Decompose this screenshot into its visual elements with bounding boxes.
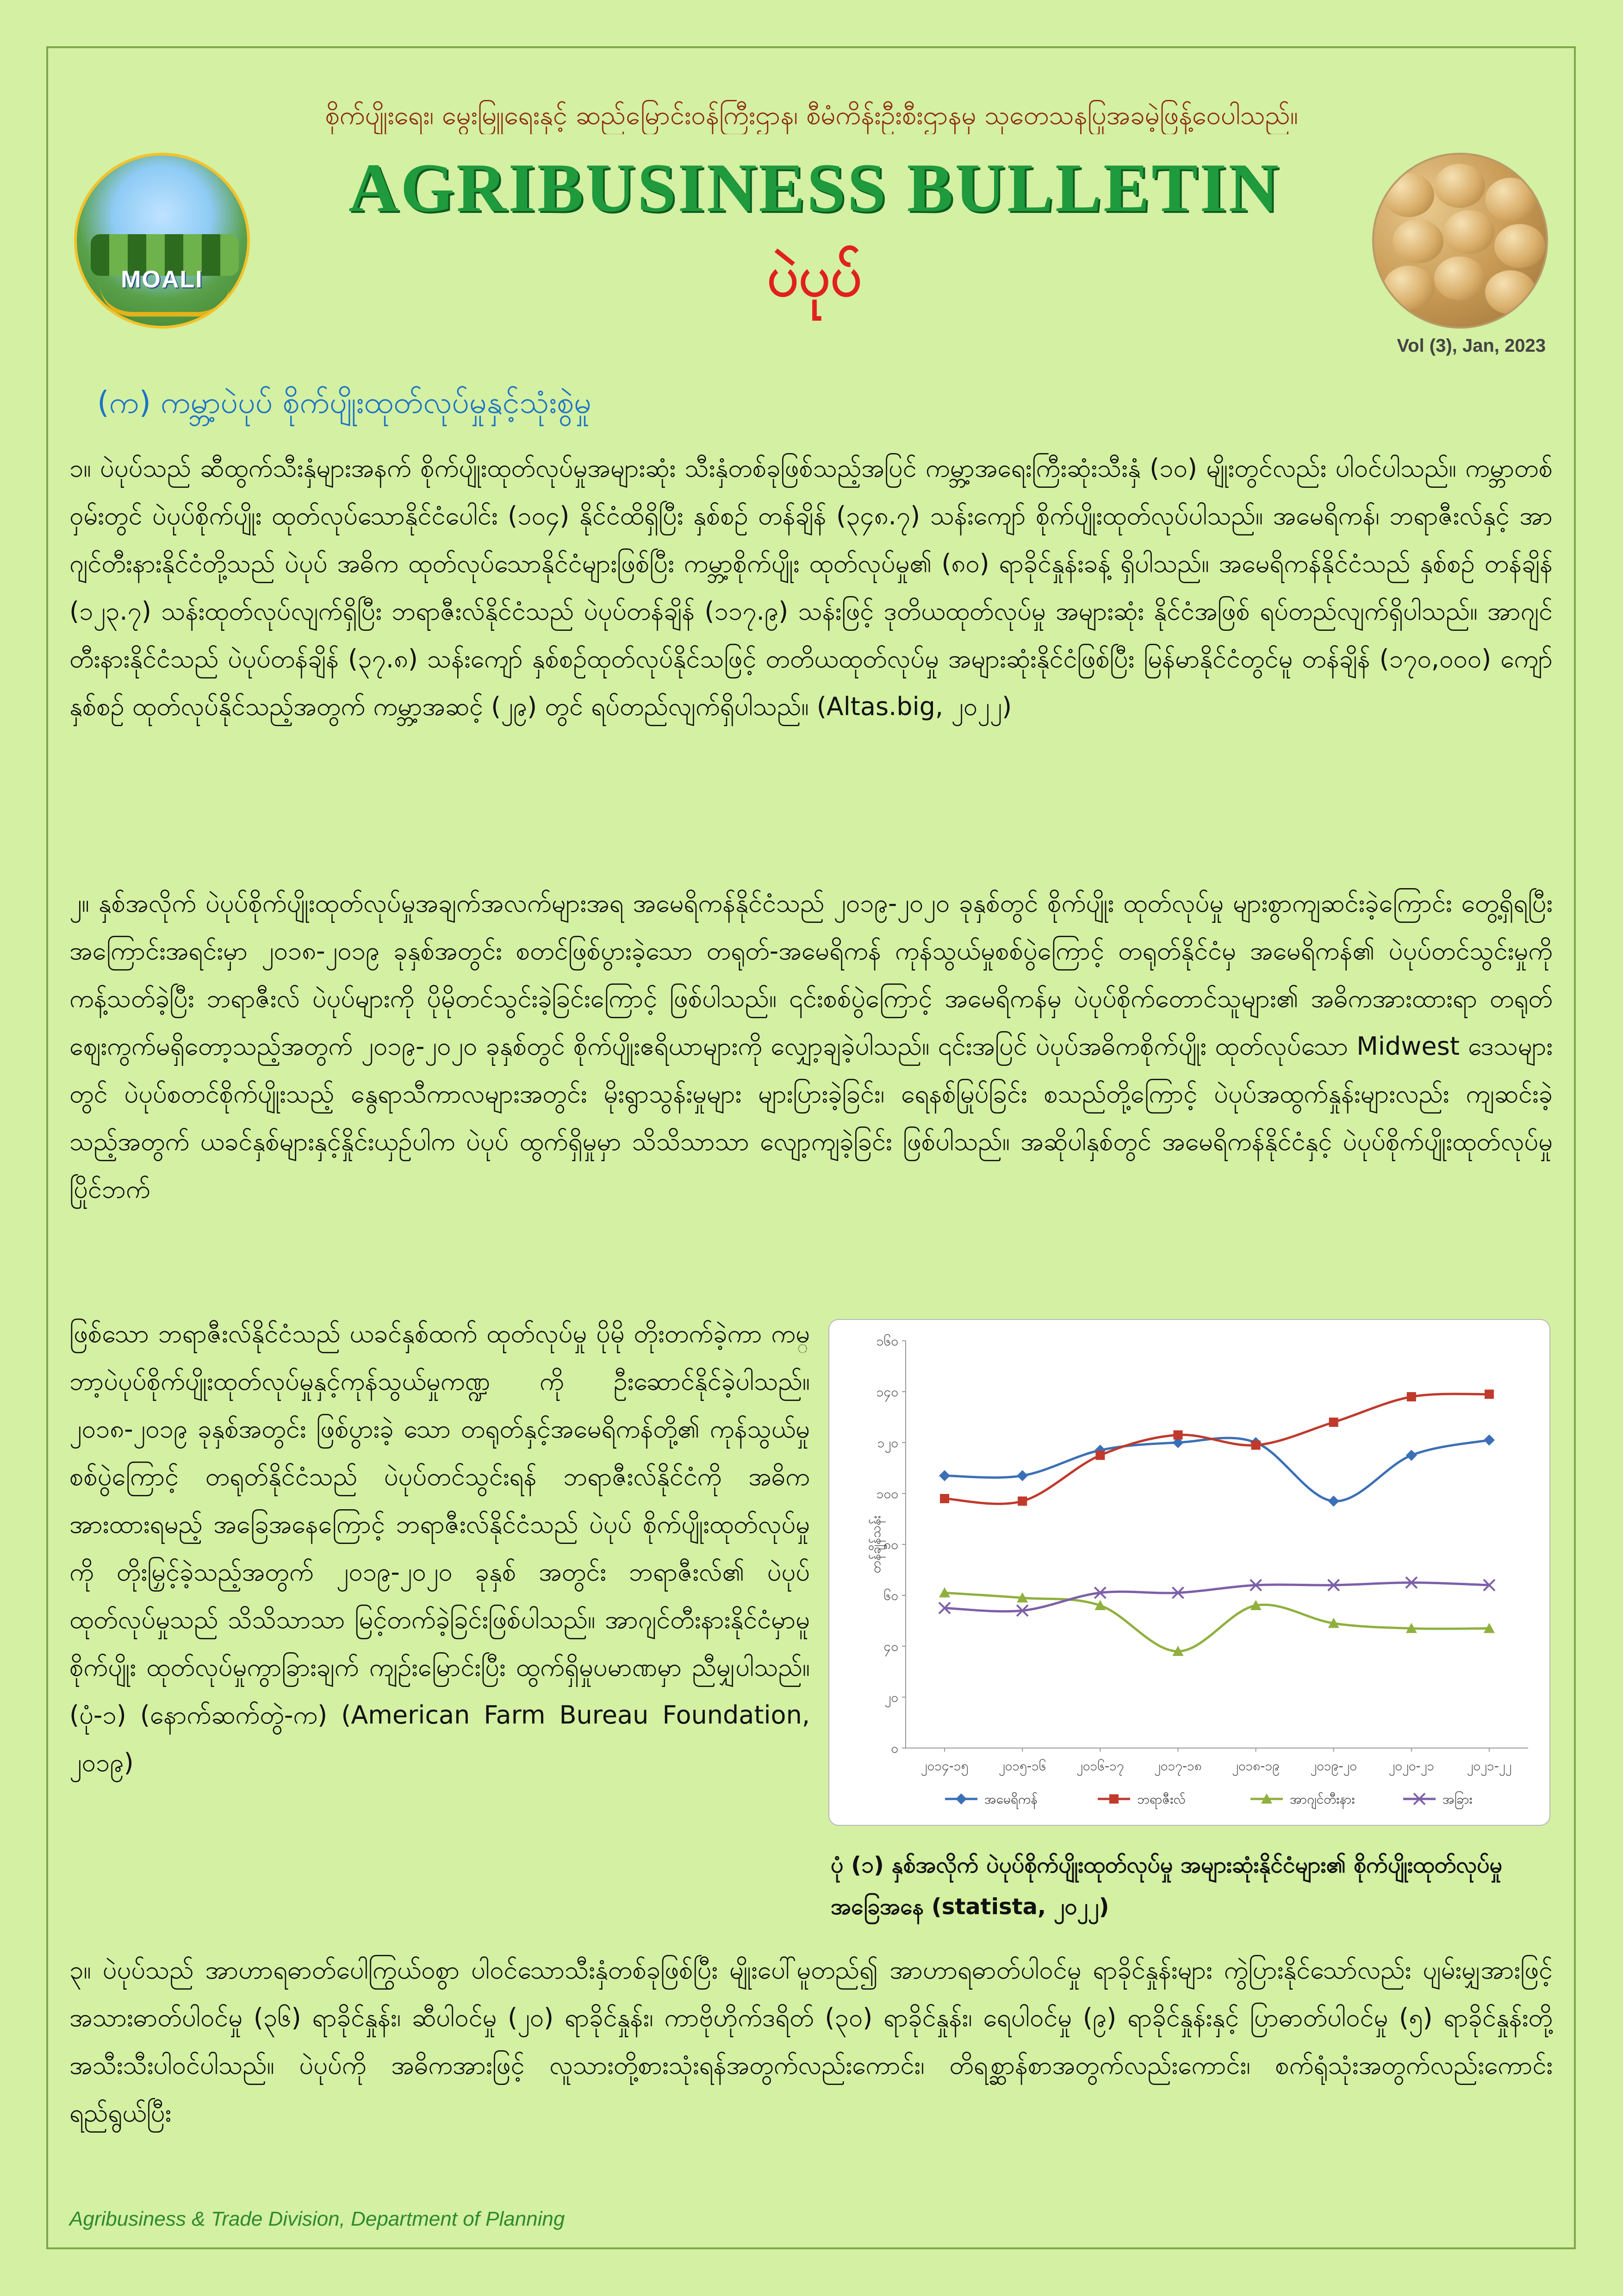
- paragraph-3: ၃။ ပဲပုပ်သည် အာဟာရဓာတ်ပေါကြွယ်ဝစွာ ပါဝင်သောသီးနှံတစ်ခုဖြစ်ပြီး မျိုးပေါ်မူတည်၍ အာဟာရဓာတ်ပါဝင်မှု ရာခိုင်နှုန်းများ ကွဲပြားနိုင်သော်လည်း ပျမ်းမျှအားဖြင့် အသားဓာတ်ပါဝင်မှု (၃၆) ရာခိုင်နှုန်း၊ ဆီပါဝင်မှု (၂၀) ရာခိုင်နှုန်း၊ ကာဗိုဟိုက်ဒရိတ် (၃၀) ရာခိုင်နှုန်း၊ ရေပါဝင်မှု (၉) ရာခိုင်နှုန်းနှင့် ပြာဓာတ်ပါဝင်မှု (၅) ရာခိုင်နှုန်းတို့ အသီးသီးပါဝင်ပါသည်။ ပဲပုပ်ကို အဓိကအားဖြင့် လူသားတို့စားသုံးရန်အတွက်လည်းကောင်း၊ တိရစ္ဆာန်စာအတွက်လည်းကောင်း၊ စက်ရုံသုံးအတွက်လည်းကောင်း ရည်ရွယ်ပြီး: [69, 1955, 1553, 2128]
- x-tick-label: ၂၀၂၀-၂၁: [1388, 1758, 1435, 1773]
- data-point-diamond: [939, 1470, 950, 1481]
- data-point-square: [1485, 1390, 1494, 1399]
- data-point-square: [940, 1494, 949, 1503]
- x-tick-label: ၂၀၁၆-၁၇: [1076, 1758, 1124, 1773]
- data-point-diamond: [956, 1793, 967, 1804]
- logo-text: MOALI: [121, 266, 203, 293]
- series-line-2: [945, 1394, 1489, 1504]
- y-tick-label: ၁၄၀: [876, 1384, 898, 1400]
- data-point-square: [1251, 1441, 1261, 1450]
- data-point-square: [1095, 1451, 1105, 1460]
- bulletin-title: AGRIBUSINESS BULLETIN: [348, 149, 1281, 226]
- legend-label: အမေရိကန်: [984, 1792, 1038, 1807]
- data-point-diamond: [1328, 1496, 1339, 1507]
- x-tick-label: ၂၀၁၄-၁၅: [920, 1758, 969, 1773]
- series-line-1: [945, 1438, 1489, 1501]
- moali-logo: [74, 153, 250, 329]
- y-tick-label: ၀: [891, 1741, 898, 1756]
- y-tick-label: ၂၀: [884, 1690, 898, 1705]
- y-tick-label: ၁၆၀: [876, 1333, 898, 1349]
- legend-label: အာဂျင်တီးနား: [1290, 1792, 1355, 1807]
- data-point-square: [1018, 1497, 1027, 1506]
- section-heading: (က) ကမ္ဘာ့ပဲပုပ် စိုက်ပျိုးထုတ်လုပ်မှုနှင့်သုံးစွဲမှု: [97, 385, 591, 420]
- x-tick-label: ၂၀၁၇-၁၈: [1154, 1758, 1202, 1773]
- x-tick-label: ၂၀၁၉-၂၀: [1310, 1758, 1357, 1773]
- production-chart: [828, 1319, 1550, 1826]
- paragraph-1: ၁။ ပဲပုပ်သည် ဆီထွက်သီးနှံများအနက် စိုက်ပျိုးထုတ်လုပ်မှုအများဆုံး သီးနှံတစ်ခုဖြစ်သည့်အပြင် ကမ္ဘာ့အရေးကြီးဆုံးသီးနှံ (၁၀) မျိုးတွင်လည်း ပါဝင်ပါသည်။ ကမ္ဘာတစ်ဝှမ်းတွင် ပဲပုပ်စိုက်ပျိုး ထုတ်လုပ်သောနိုင်ငံပေါင်း (၁၀၄) နိုင်ငံထိရှိပြီး နှစ်စဉ် တန်ချိန် (၃၄၈.၇) သန်းကျော် စိုက်ပျိုးထုတ်လုပ်ပါသည်။ အမေရိကန်၊ ဘရာဇီးလ်နှင့် အာဂျင်တီးနားနိုင်ငံတို့သည် ပဲပုပ် အဓိက ထုတ်လုပ်သောနိုင်ငံများဖြစ်ပြီး ကမ္ဘာ့စိုက်ပျိုး ထုတ်လုပ်မှု၏ (၈၀) ရာခိုင်နှုန်းခန့် ရှိပါသည်။ အမေရိကန်နိုင်ငံသည် နှစ်စဉ် တန်ချိန် (၁၂၃.၇) သန်းထုတ်လုပ်လျက်ရှိပြီး ဘရာဇီးလ်နိုင်ငံသည် ပဲပုပ်တန်ချိန် (၁၁၇.၉) သန်းဖြင့် ဒုတိယထုတ်လုပ်မှု အများဆုံး နိုင်ငံအဖြစ် ရပ်တည်လျက်ရှိပါသည်။ အာဂျင်တီးနားနိုင်ငံသည် ပဲပုပ်တန်ချိန် (၃၇.၈) သန်းကျော် နှစ်စဉ်ထုတ်လုပ်နိုင်သဖြင့် တတိယထုတ်လုပ်မှု အများဆုံးနိုင်ငံဖြစ်ပြီး မြန်မာနိုင်ငံတွင်မူ တန်ချိန် (၁၇၀,၀၀၀) ကျော် နှစ်စဉ် ထုတ်လုပ်နိုင်သည့်အတွက် ကမ္ဘာ့အဆင့် (၂၉) တွင် ရပ်တည်လျက်ရှိပါသည်။ (Altas.big, ၂၀၂၂): [69, 454, 1553, 721]
- figure-caption: ပုံ (၁) နှစ်အလိုက် ပဲပုပ်စိုက်ပျိုးထုတ်လုပ်မှု အများဆုံးနိုင်ငံများ၏ စိုက်ပျိုးထုတ်လုပ်မှု အခြေအနေ (statista, ၂၀၂၂): [831, 1852, 1502, 1920]
- paragraph-2-continued: ဖြစ်သော ဘရာဇီးလ်နိုင်ငံသည် ယခင်နှစ်ထက် ထုတ်လုပ်မှု ပိုမို တိုးတက်ခဲ့ကာ ကမ္ဘာ့ပဲပုပ်စိုက်ပျိုးထုတ်လုပ်မှုနှင့်ကုန်သွယ်မှုကဏ္ဍ ကို ဦးဆောင်နိုင်ခဲ့ပါသည်။ ၂၀၁၈-၂၀၁၉ ခုနှစ်အတွင်း ဖြစ်ပွားခဲ့ သော တရုတ်နှင့်အမေရိကန်တို့၏ ကုန်သွယ်မှုစစ်ပွဲကြောင့် တရုတ်နိုင်ငံသည် ပဲပုပ်တင်သွင်းရန် ဘရာဇီးလ်နိုင်ငံကို အဓိက အားထားရမည့် အခြေအနေကြောင့် ဘရာဇီးလ်နိုင်ငံသည် ပဲပုပ် စိုက်ပျိုးထုတ်လုပ်မှုကို တိုးမြှင့်ခဲ့သည့်အတွက် ၂၀၁၉-၂၀၂၀ ခုနှစ် အတွင်း ဘရာဇီးလ်၏ ပဲပုပ်ထုတ်လုပ်မှုသည် သိသိသာသာ မြင့်တက်ခဲ့ခြင်းဖြစ်ပါသည်။ အာဂျင်တီးနားနိုင်ငံမှာမူ စိုက်ပျိုး ထုတ်လုပ်မှုကွာခြားချက် ကျဉ်းမြောင်းပြီး ထွက်ရှိမှုပမာဏမှာ ညီမျှပါသည်။ (ပုံ-၁) (နောက်ဆက်တွဲ-က) (American Farm Bureau Foundation, ၂၀၁၉): [69, 1319, 810, 1777]
- paragraph-2: ၂။ နှစ်အလိုက် ပဲပုပ်စိုက်ပျိုးထုတ်လုပ်မှုအချက်အလက်များအရ အမေရိကန်နိုင်ငံသည် ၂၀၁၉-၂၀၂၀ ခုနှစ်တွင် စိုက်ပျိုး ထုတ်လုပ်မှု များစွာကျဆင်းခဲ့ကြောင်း တွေ့ရှိရပြီး အကြောင်းအရင်းမှာ ၂၀၁၈-၂၀၁၉ ခုနှစ်အတွင်း စတင်ဖြစ်ပွားခဲ့သော တရုတ်-အမေရိကန် ကုန်သွယ်မှုစစ်ပွဲကြောင့် တရုတ်နိုင်ငံမှ အမေရိကန်၏ ပဲပုပ်တင်သွင်းမှုကို ကန့်သတ်ခဲ့ပြီး ဘရာဇီးလ် ပဲပုပ်များကို ပိုမိုတင်သွင်းခဲ့ခြင်းကြောင့် ဖြစ်ပါသည်။ ၎င်းစစ်ပွဲကြောင့် အမေရိကန်မှ ပဲပုပ်စိုက်တောင်သူများ၏ အဓိကအားထားရာ တရုတ် ဈေးကွက်မရှိတော့သည့်အတွက် ၂၀၁၉-၂၀၂၀ ခုနှစ်တွင် စိုက်ပျိုးဧရိယာများကို လျှော့ချခဲ့ပါသည်။ ၎င်းအပြင် ပဲပုပ်အဓိကစိုက်ပျိုး ထုတ်လုပ်သော Midwest ဒေသများတွင် ပဲပုပ်စတင်စိုက်ပျိုးသည့် နွေရာသီကာလများအတွင်း မိုးရွာသွန်းမှုများ များပြားခဲ့ခြင်း၊ ရေနစ်မြုပ်ခြင်း စသည်တို့ကြောင့် ပဲပုပ်အထွက်နှုန်းများလည်း ကျဆင်းခဲ့သည့်အတွက် ယခင်နှစ်များနှင့်နှိုင်းယှဉ်ပါက ပဲပုပ် ထွက်ရှိမှုမှာ သိသိသာသာ လျော့ကျခဲ့ခြင်း ဖြစ်ပါသည်။ အဆိုပါနှစ်တွင် အမေရိကန်နိုင်ငံနှင့် ပဲပုပ်စိုက်ပျိုးထုတ်လုပ်မှု ပြိုင်ဘက်: [69, 889, 1553, 1204]
- y-tick-label: ၄၀: [883, 1639, 898, 1654]
- y-tick-label: ၁၂၀: [877, 1435, 898, 1450]
- wreath-icon: [100, 284, 230, 317]
- footer-division: Agribusiness & Trade Division, Department of Planning: [69, 2208, 565, 2230]
- y-tick-label: ၆၀: [883, 1588, 898, 1603]
- soybean-photo: [1372, 153, 1548, 329]
- data-point-diamond: [1406, 1450, 1417, 1461]
- data-point-diamond: [1017, 1470, 1028, 1481]
- x-tick-label: ၂၀၂၁-၂၂: [1467, 1758, 1512, 1773]
- data-point-square: [1329, 1418, 1338, 1427]
- y-tick-label: ၁၀၀: [876, 1486, 898, 1501]
- legend-label: ဘရာဇီးလ်: [1137, 1792, 1186, 1807]
- x-tick-label: ၂၀၁၅-၁၆: [998, 1758, 1046, 1773]
- data-point-square: [1173, 1431, 1182, 1440]
- data-point-diamond: [1484, 1435, 1495, 1446]
- chart-svg: [829, 1320, 1551, 1827]
- y-axis-label: တန်ချိန်သန်း: [868, 1515, 883, 1574]
- ministry-line: စိုက်ပျိုးရေး၊ မွေးမြူရေးနှင့် ဆည်မြောင်းဝန်ကြီးဌာန၊ စီမံကိန်းဦးစီးဌာနမှ သုတေသနပြုအခမဲ့ဖြန့်ဝေပါသည်။: [325, 100, 1298, 131]
- volume-label: Vol (3), Jan, 2023: [1397, 336, 1546, 356]
- y-tick-label: ၈၀: [883, 1537, 898, 1552]
- bulletin-subtitle: ပဲပုပ်: [767, 244, 862, 309]
- data-point-square: [1109, 1794, 1119, 1804]
- x-tick-label: ၂၀၁၈-၁၉: [1232, 1758, 1280, 1773]
- legend-label: အခြား: [1443, 1792, 1473, 1807]
- data-point-square: [1407, 1392, 1416, 1401]
